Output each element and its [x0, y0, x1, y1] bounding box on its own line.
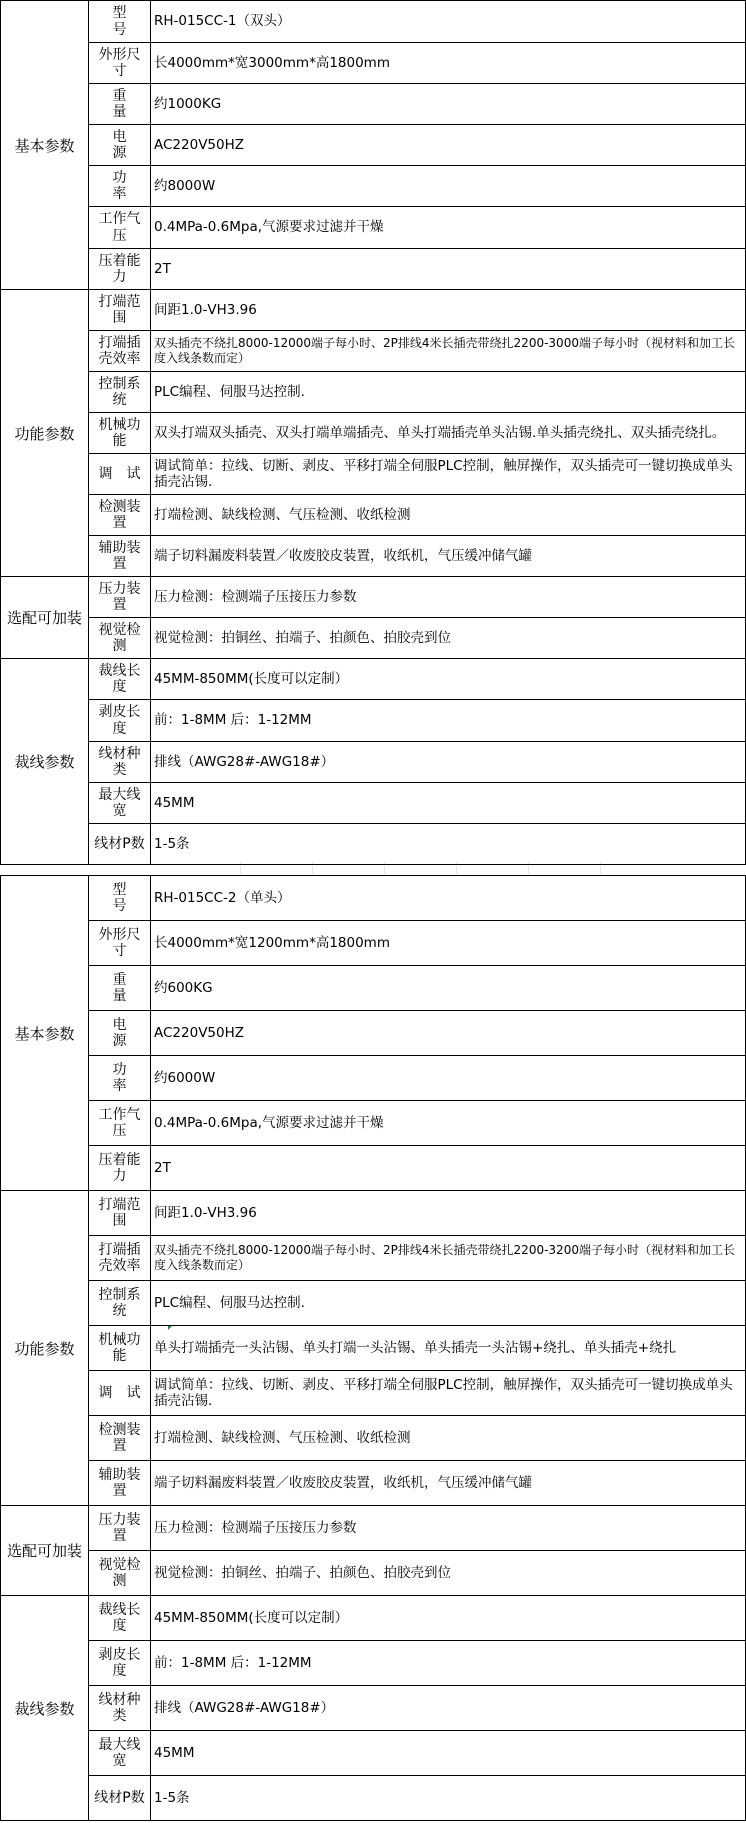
table-row: [1, 290, 746, 331]
group-label: 基本参数: [1, 876, 89, 1191]
param-label: 线材P数: [89, 824, 151, 865]
param-label: 线材P数: [89, 1776, 151, 1821]
table-row: [1, 1281, 746, 1326]
param-label: 工作气压: [89, 1101, 151, 1146]
table-row: [1, 1776, 746, 1821]
table-row: [1, 1, 746, 43]
spec-table-1: [0, 0, 746, 865]
param-value: 打端检测、缺线检测、气压检测、收纸检测: [151, 495, 746, 536]
param-label: 检测装置: [89, 1416, 151, 1461]
param-label: 压力装置: [89, 1506, 151, 1551]
param-label: 机械功能: [89, 1326, 151, 1371]
param-label: 功 率: [89, 1056, 151, 1101]
param-value: 约8000W: [151, 166, 746, 207]
param-value: 0.4MPa-0.6Mpa,气源要求过滤并干燥: [151, 1101, 746, 1146]
table-row: [1, 413, 746, 454]
group-label: 裁线参数: [1, 659, 89, 865]
param-label: 剥皮长度: [89, 700, 151, 742]
param-label: 重 量: [89, 966, 151, 1011]
param-label: 打端插壳效率: [89, 1236, 151, 1281]
param-label: 压着能力: [89, 1146, 151, 1191]
param-value: 1-5条: [151, 824, 746, 865]
param-label: 型 号: [89, 876, 151, 921]
param-label: 重 量: [89, 84, 151, 125]
param-label: 打端插壳效率: [89, 331, 151, 372]
param-value: 双头插壳不绕扎8000-12000端子每小时、2P排线4米长插壳带绕扎2200-3000端子每小时（视材料和加工长度入线条数而定）: [151, 331, 746, 372]
param-label: 控制系统: [89, 1281, 151, 1326]
param-label: 裁线长度: [89, 659, 151, 700]
param-value: 视觉检测：拍铜丝、拍端子、拍颜色、拍胶壳到位: [151, 618, 746, 659]
table-row: [1, 1146, 746, 1191]
table-row: [1, 1641, 746, 1686]
param-label: 功 率: [89, 166, 151, 207]
table-row: [1, 824, 746, 865]
param-label: 辅助装置: [89, 1461, 151, 1506]
param-value: 45MM-850MM(长度可以定制）: [151, 659, 746, 700]
param-value: 0.4MPa-0.6Mpa,气源要求过滤并干燥: [151, 207, 746, 249]
param-label: 最大线宽: [89, 783, 151, 824]
table-row: [1, 1191, 746, 1236]
param-label: 裁线长度: [89, 1596, 151, 1641]
table-row: [1, 166, 746, 207]
table-row: [1, 84, 746, 125]
param-value: 双头插壳不绕扎8000-12000端子每小时、2P排线4米长插壳带绕扎2200-3200端子每小时（视材料和加工长度入线条数而定）: [151, 1236, 746, 1281]
table-row: [1, 1686, 746, 1731]
table-row: [1, 1326, 746, 1371]
param-label: 调 试: [89, 454, 151, 495]
param-value: 2T: [151, 1146, 746, 1191]
param-label: 电 源: [89, 125, 151, 166]
param-label: 剥皮长度: [89, 1641, 151, 1686]
table-row: [1, 43, 746, 84]
table-row: [1, 372, 746, 413]
group-label: 基本参数: [1, 1, 89, 290]
spec-table-2: [0, 875, 746, 1821]
param-value: 45MM: [151, 783, 746, 824]
param-value: 调试简单：拉线、切断、剥皮、平移打端全伺服PLC控制，触屏操作，双头插壳可一键切换成单头插壳沾锡.: [151, 454, 746, 495]
param-value: 视觉检测：拍铜丝、拍端子、拍颜色、拍胶壳到位: [151, 1551, 746, 1596]
param-label: 电 源: [89, 1011, 151, 1056]
param-value: 约6000W: [151, 1056, 746, 1101]
param-value: 约600KG: [151, 966, 746, 1011]
param-label: 视觉检测: [89, 618, 151, 659]
table-row: [1, 618, 746, 659]
param-value: AC220V50HZ: [151, 1011, 746, 1056]
param-value: 端子切料漏废料装置／收废胶皮装置，收纸机，气压缓冲储气罐: [151, 1461, 746, 1506]
group-label: 裁线参数: [1, 1596, 89, 1821]
param-value: 间距1.0-VH3.96: [151, 290, 746, 331]
table-row: [1, 700, 746, 742]
param-label: 线材种类: [89, 742, 151, 783]
table-row: [1, 1551, 746, 1596]
param-label: 线材种类: [89, 1686, 151, 1731]
param-value: 压力检测：检测端子压接压力参数: [151, 577, 746, 618]
table-row: [1, 331, 746, 372]
param-value: 1-5条: [151, 1776, 746, 1821]
param-value: RH-015CC-1（双头）: [151, 1, 746, 43]
param-value: 压力检测：检测端子压接压力参数: [151, 1506, 746, 1551]
table-row: [1, 876, 746, 921]
param-value: 单头打端插壳一头沾锡、单头打端一头沾锡、单头插壳一头沾锡+绕扎、单头插壳+绕扎: [151, 1326, 746, 1371]
param-value: 打端检测、缺线检测、气压检测、收纸检测: [151, 1416, 746, 1461]
table-row: [1, 1416, 746, 1461]
table-row: [1, 454, 746, 495]
param-value: 间距1.0-VH3.96: [151, 1191, 746, 1236]
param-value: 45MM: [151, 1731, 746, 1776]
table-row: [1, 742, 746, 783]
param-label: 机械功能: [89, 413, 151, 454]
table-row: [1, 495, 746, 536]
param-label: 打端范围: [89, 290, 151, 331]
param-label: 检测装置: [89, 495, 151, 536]
param-label: 型 号: [89, 1, 151, 43]
param-value: 排线（AWG28#-AWG18#）: [151, 742, 746, 783]
param-value: 约1000KG: [151, 84, 746, 125]
param-label: 打端范围: [89, 1191, 151, 1236]
param-label: 控制系统: [89, 372, 151, 413]
param-value: 长4000mm*宽1200mm*高1800mm: [151, 921, 746, 966]
param-label: 压着能力: [89, 249, 151, 290]
param-label: 外形尺寸: [89, 921, 151, 966]
param-value: 前：1-8MM 后：1-12MM: [151, 1641, 746, 1686]
table-row: [1, 1236, 746, 1281]
param-label: 外形尺寸: [89, 43, 151, 84]
param-value: 前：1-8MM 后：1-12MM: [151, 700, 746, 742]
param-value: AC220V50HZ: [151, 125, 746, 166]
table-row: [1, 1596, 746, 1641]
table-row: [1, 1731, 746, 1776]
param-label: 最大线宽: [89, 1731, 151, 1776]
group-label: 选配可加装: [1, 1506, 89, 1596]
param-value: 长4000mm*宽3000mm*高1800mm: [151, 43, 746, 84]
param-value: RH-015CC-2（单头）: [151, 876, 746, 921]
param-value: 双头打端双头插壳、双头打端单端插壳、单头打端插壳单头沾锡.单头插壳绕扎、双头插壳绕扎。: [151, 413, 746, 454]
param-value: 调试简单：拉线、切断、剥皮、平移打端全伺服PLC控制，触屏操作，双头插壳可一键切换成单头插壳沾锡.: [151, 1371, 746, 1416]
param-label: 工作气压: [89, 207, 151, 249]
param-value: 2T: [151, 249, 746, 290]
table-row: [1, 659, 746, 700]
table-row: [1, 125, 746, 166]
table-row: [1, 249, 746, 290]
table-row: [1, 966, 746, 1011]
param-label: 辅助装置: [89, 536, 151, 577]
table-row: [1, 1011, 746, 1056]
table-row: [1, 783, 746, 824]
table-row: [1, 1461, 746, 1506]
group-label: 功能参数: [1, 290, 89, 577]
group-label: 功能参数: [1, 1191, 89, 1506]
param-value: 45MM-850MM(长度可以定制）: [151, 1596, 746, 1641]
table-row: [1, 536, 746, 577]
param-value: 端子切料漏废料装置／收废胶皮装置，收纸机，气压缓冲储气罐: [151, 536, 746, 577]
param-label: 调 试: [89, 1371, 151, 1416]
table-row: [1, 577, 746, 618]
group-label: 选配可加装: [1, 577, 89, 659]
table-row: [1, 1056, 746, 1101]
param-value: PLC编程、伺服马达控制.: [151, 1281, 746, 1326]
table-row: [1, 921, 746, 966]
param-label: 视觉检测: [89, 1551, 151, 1596]
param-value: PLC编程、伺服马达控制.: [151, 372, 746, 413]
table-row: [1, 1371, 746, 1416]
table-row: [1, 1506, 746, 1551]
param-label: 压力装置: [89, 577, 151, 618]
table-row: [1, 207, 746, 249]
param-value: 排线（AWG28#-AWG18#）: [151, 1686, 746, 1731]
table-row: [1, 1101, 746, 1146]
